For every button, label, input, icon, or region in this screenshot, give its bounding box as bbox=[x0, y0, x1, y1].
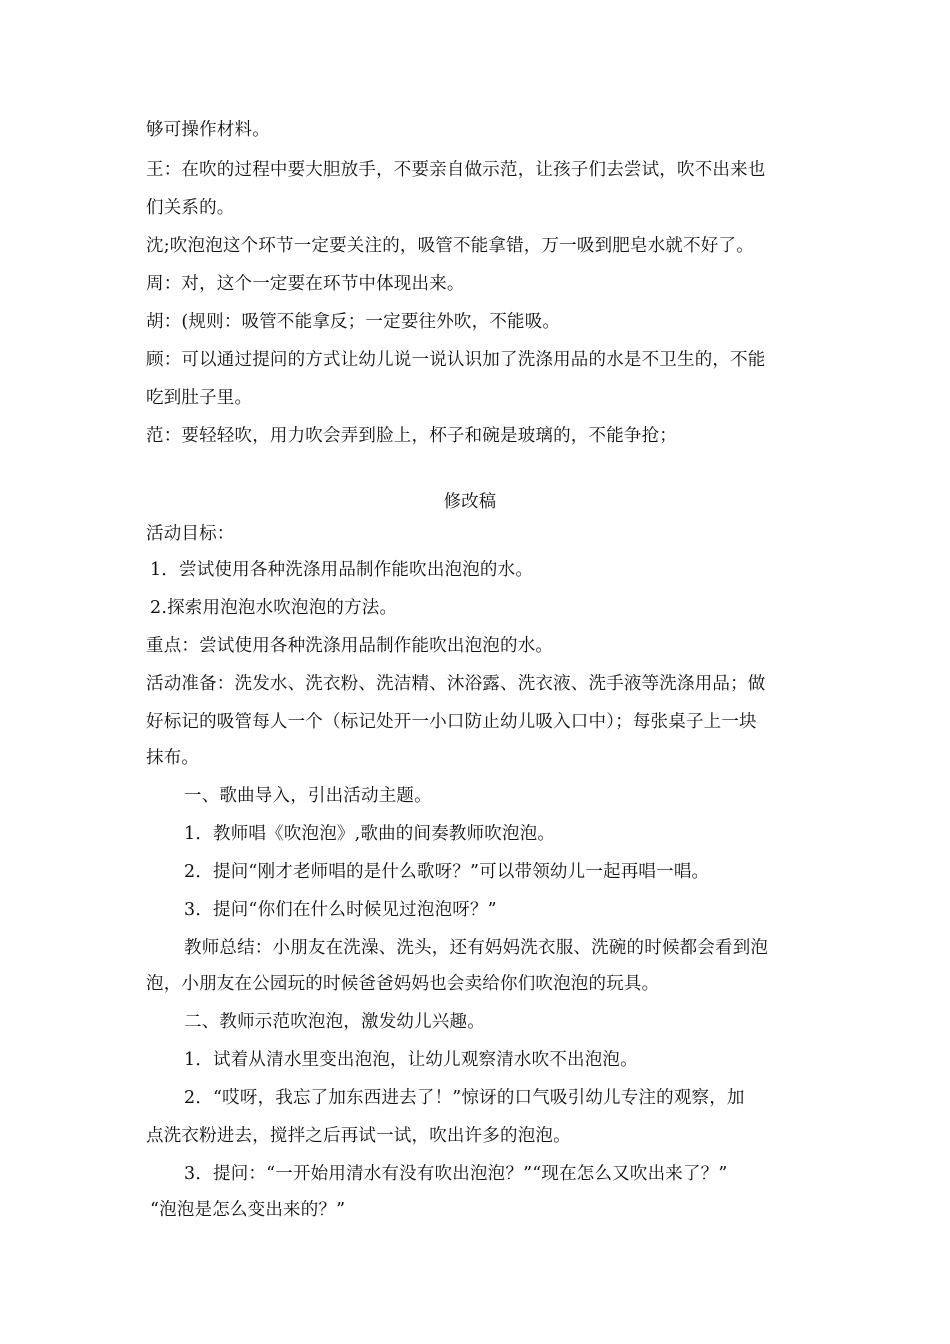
discussion-line: 够可操作材料。 bbox=[146, 120, 270, 140]
revision-line: 活动准备：洗发水、洗衣粉、洗洁精、沐浴露、洗衣液、洗手液等洗涤用品；做 bbox=[146, 674, 766, 694]
discussion-line: 周：对，这个一定要在环节中体现出来。 bbox=[146, 274, 465, 294]
revision-line: 活动目标： bbox=[146, 524, 235, 544]
revision-line: 抹布。 bbox=[146, 748, 200, 768]
discussion-line: 胡：(规则：吸管不能拿反；一定要往外吹，不能吸。 bbox=[146, 312, 561, 332]
revision-line: 二、教师示范吹泡泡，激发幼儿兴趣。 bbox=[184, 1012, 485, 1032]
discussion-line: 王：在吹的过程中要大胆放手，不要亲自做示范，让孩子们去尝试，吹不出来也 bbox=[146, 160, 766, 180]
discussion-line: 顾：可以通过提问的方式让幼儿说一说认识加了洗涤用品的水是不卫生的，不能 bbox=[146, 350, 766, 370]
revision-line: 1．教师唱《吹泡泡》,歌曲的间奏教师吹泡泡。 bbox=[184, 824, 556, 844]
revision-line: 3．提问：“一开始用清水有没有吹出泡泡？”“现在怎么又吹出来了？” bbox=[184, 1164, 728, 1184]
revision-line: 泡，小朋友在公园玩的时候爸爸妈妈也会卖给你们吹泡泡的玩具。 bbox=[146, 974, 660, 994]
revision-line: 教师总结：小朋友在洗澡、洗头，还有妈妈洗衣服、洗碗的时候都会看到泡 bbox=[184, 938, 769, 958]
revision-line: 2.探索用泡泡水吹泡泡的方法。 bbox=[150, 598, 398, 618]
revision-line: 2．提问“刚才老师唱的是什么歌呀？”可以带领幼儿一起再唱一唱。 bbox=[184, 862, 710, 882]
revision-line: 点洗衣粉进去，搅拌之后再试一试，吹出许多的泡泡。 bbox=[146, 1126, 571, 1146]
discussion-line: 范：要轻轻吹，用力吹会弄到脸上，杯子和碗是玻璃的，不能争抢； bbox=[146, 426, 677, 446]
discussion-line: 们关系的。 bbox=[146, 198, 235, 218]
revision-title: 修改稿 bbox=[443, 492, 497, 512]
revision-line: 3．提问“你们在什么时候见过泡泡呀？” bbox=[184, 900, 497, 920]
revision-line: 好标记的吸管每人一个（标记处开一小口防止幼儿吸入口中）；每张桌子上一块 bbox=[146, 712, 757, 732]
revision-line: 2．“哎呀，我忘了加东西进去了！”惊讶的口气吸引幼儿专注的观察，加 bbox=[184, 1088, 745, 1108]
revision-line: 一、歌曲导入，引出活动主题。 bbox=[184, 786, 432, 806]
revision-line: 1．尝试使用各种洗涤用品制作能吹出泡泡的水。 bbox=[150, 560, 534, 580]
discussion-line: 吃到肚子里。 bbox=[146, 388, 253, 408]
discussion-line: 沈;吹泡泡这个环节一定要关注的，吸管不能拿错，万一吸到肥皂水就不好了。 bbox=[146, 236, 754, 256]
revision-line: “泡泡是怎么变出来的？” bbox=[150, 1200, 346, 1220]
revision-line: 1．试着从清水里变出泡泡，让幼儿观察清水吹不出泡泡。 bbox=[184, 1050, 638, 1070]
revision-line: 重点：尝试使用各种洗涤用品制作能吹出泡泡的水。 bbox=[146, 636, 554, 656]
